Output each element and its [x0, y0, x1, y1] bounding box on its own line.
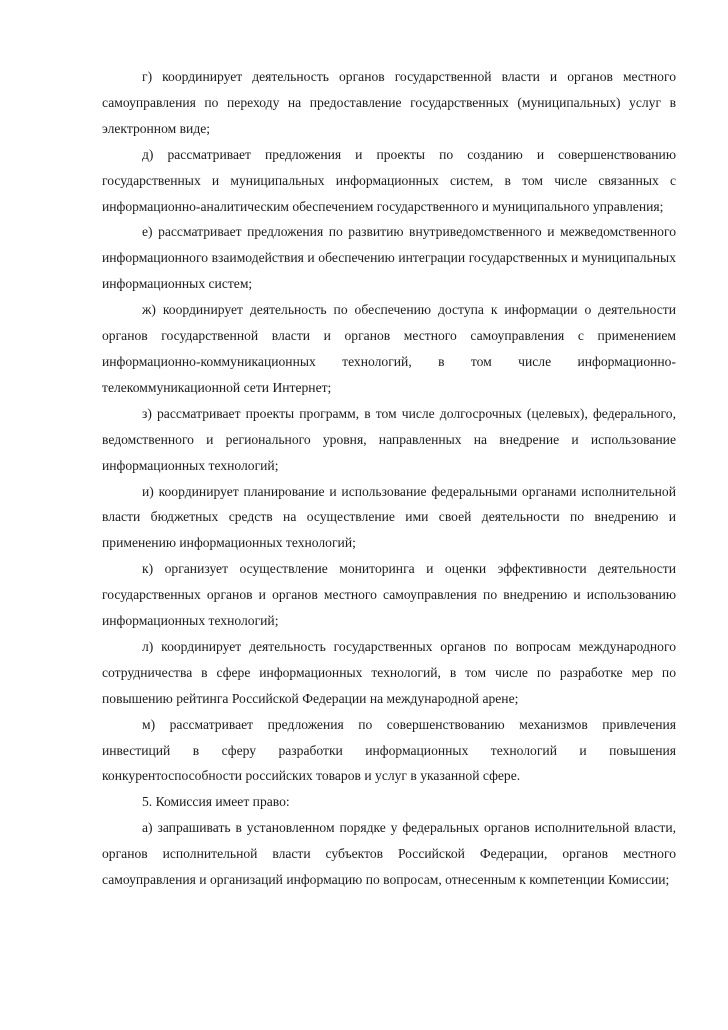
paragraph-zh: ж) координирует деятельность по обеспечению доступа к информации о деятельности органов государственной власти и органов местного самоуправления с применением информационно-коммуникационных технологий, в том числе информационно-телекоммуникационной сети Интернет; [102, 302, 676, 395]
paragraph-i: и) координирует планирование и использование федеральными органами исполнительной власти бюджетных средств на осуществление ими своей деятельности по внедрению и применению информационных технологий; [102, 483, 676, 551]
paragraph-e: е) рассматривает предложения по развитию внутриведомственного и межведомственного информационного взаимодействия и обеспечению интеграции государственных и муниципальных информационных систем; [102, 224, 676, 292]
section-heading-5: 5. Комиссия имеет право: [142, 794, 290, 810]
paragraph-a: а) запрашивать в установленном порядке у федеральных органов исполнительной власти, органов исполнительной власти субъектов Российской Федерации, органов местного самоуправления и организаций информацию по вопросам, отнесенным к компетенции Комиссии; [102, 820, 676, 888]
paragraph-g: г) координирует деятельность органов государственной власти и органов местного самоуправления по переходу на предоставление государственных (муниципальных) услуг в электронном виде; [102, 69, 676, 136]
document-page [102, 64, 676, 893]
paragraph-z: з) рассматривает проекты программ, в том числе долгосрочных (целевых), федерального, ведомственного и регионального уровня, направленных на внедрение и использование информационных технологий; [102, 405, 676, 473]
paragraph-m: м) рассматривает предложения по совершенствованию механизмов привлечения инвестиций в сферу разработки информационных технологий и повышения конкурентоспособности российских товаров и услуг в указанной сфере. [102, 716, 676, 784]
paragraph-d: д) рассматривает предложения и проекты по созданию и совершенствованию государственных и муниципальных информационных систем, в том числе связанных с информационно-аналитическим обеспечением государственного и муниципального управления; [102, 146, 676, 214]
paragraph-k: к) организует осуществление мониторинга и оценки эффективности деятельности государственных органов и органов местного самоуправления по внедрению и использованию информационных технологий; [102, 561, 676, 629]
paragraph-l: л) координирует деятельность государственных органов по вопросам международного сотрудничества в сфере информационных технологий, в том числе по разработке мер по повышению рейтинга Российской Федерации на международной арене; [102, 638, 676, 706]
